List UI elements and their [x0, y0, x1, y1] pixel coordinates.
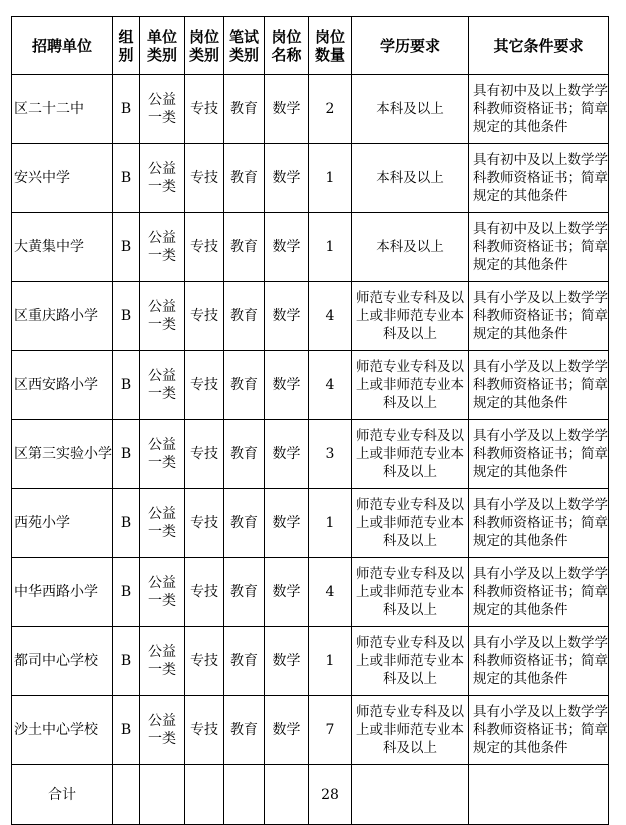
- cell-post-name: 数学: [265, 282, 309, 351]
- header-post-type: 岗位类别: [185, 17, 224, 75]
- cell-group: B: [113, 420, 140, 489]
- cell-education: 师范专业专科及以上或非师范专业本科及以上: [352, 489, 469, 558]
- cell-unit: 区西安路小学: [12, 351, 113, 420]
- total-empty-6: [352, 765, 469, 825]
- cell-post-type: 专技: [185, 282, 224, 351]
- cell-post-type: 专技: [185, 144, 224, 213]
- cell-count: 4: [309, 351, 352, 420]
- cell-group: B: [113, 558, 140, 627]
- table-row: [12, 696, 609, 765]
- cell-count: 3: [309, 420, 352, 489]
- table-row: [12, 75, 609, 144]
- cell-post-name: 数学: [265, 696, 309, 765]
- total-empty-3: [185, 765, 224, 825]
- total-empty-5: [265, 765, 309, 825]
- cell-unit-type: 公益一类: [140, 696, 185, 765]
- cell-unit-type: 公益一类: [140, 627, 185, 696]
- cell-group: B: [113, 351, 140, 420]
- cell-education: 师范专业专科及以上或非师范专业本科及以上: [352, 627, 469, 696]
- recruitment-table: [11, 16, 609, 825]
- cell-count: 7: [309, 696, 352, 765]
- table-row: [12, 627, 609, 696]
- table-row: [12, 489, 609, 558]
- header-unit-type: 单位类别: [140, 17, 185, 75]
- cell-post-type: 专技: [185, 696, 224, 765]
- table-row: [12, 558, 609, 627]
- cell-unit-type: 公益一类: [140, 489, 185, 558]
- header-other: 其它条件要求: [469, 17, 609, 75]
- cell-education: 师范专业专科及以上或非师范专业本科及以上: [352, 420, 469, 489]
- cell-unit: 西苑小学: [12, 489, 113, 558]
- cell-education: 本科及以上: [352, 144, 469, 213]
- cell-post-name: 数学: [265, 489, 309, 558]
- cell-exam-type: 教育: [224, 213, 265, 282]
- header-count: 岗位数量: [309, 17, 352, 75]
- table-row: [12, 420, 609, 489]
- cell-unit: 安兴中学: [12, 144, 113, 213]
- cell-post-name: 数学: [265, 627, 309, 696]
- cell-post-name: 数学: [265, 213, 309, 282]
- cell-post-type: 专技: [185, 75, 224, 144]
- cell-unit-type: 公益一类: [140, 558, 185, 627]
- cell-unit: 中华西路小学: [12, 558, 113, 627]
- cell-count: 1: [309, 213, 352, 282]
- table-row: [12, 144, 609, 213]
- header-exam-type: 笔试类别: [224, 17, 265, 75]
- cell-exam-type: 教育: [224, 489, 265, 558]
- cell-group: B: [113, 213, 140, 282]
- cell-education: 师范专业专科及以上或非师范专业本科及以上: [352, 558, 469, 627]
- cell-unit-type: 公益一类: [140, 75, 185, 144]
- cell-count: 1: [309, 144, 352, 213]
- cell-education: 师范专业专科及以上或非师范专业本科及以上: [352, 351, 469, 420]
- cell-education: 本科及以上: [352, 75, 469, 144]
- cell-post-type: 专技: [185, 213, 224, 282]
- cell-count: 4: [309, 558, 352, 627]
- cell-group: B: [113, 696, 140, 765]
- cell-unit: 沙土中心学校: [12, 696, 113, 765]
- header-education: 学历要求: [352, 17, 469, 75]
- header-unit: 招聘单位: [12, 17, 113, 75]
- cell-unit: 区第三实验小学: [12, 420, 113, 489]
- cell-education: 师范专业专科及以上或非师范专业本科及以上: [352, 696, 469, 765]
- cell-other: 具有小学及以上数学学科教师资格证书；简章规定的其他条件: [469, 696, 609, 765]
- cell-other: 具有小学及以上数学学科教师资格证书；简章规定的其他条件: [469, 558, 609, 627]
- cell-count: 4: [309, 282, 352, 351]
- cell-count: 1: [309, 489, 352, 558]
- cell-unit-type: 公益一类: [140, 213, 185, 282]
- cell-post-name: 数学: [265, 558, 309, 627]
- cell-group: B: [113, 75, 140, 144]
- cell-group: B: [113, 627, 140, 696]
- cell-other: 具有初中及以上数学学科教师资格证书；简章规定的其他条件: [469, 144, 609, 213]
- table-row: [12, 213, 609, 282]
- total-empty-4: [224, 765, 265, 825]
- cell-unit-type: 公益一类: [140, 351, 185, 420]
- cell-exam-type: 教育: [224, 144, 265, 213]
- cell-post-type: 专技: [185, 351, 224, 420]
- total-empty-7: [469, 765, 609, 825]
- cell-post-name: 数学: [265, 75, 309, 144]
- cell-other: 具有小学及以上数学学科教师资格证书；简章规定的其他条件: [469, 489, 609, 558]
- table-row: [12, 351, 609, 420]
- cell-exam-type: 教育: [224, 696, 265, 765]
- total-row: [12, 765, 609, 825]
- cell-unit: 都司中心学校: [12, 627, 113, 696]
- cell-post-type: 专技: [185, 420, 224, 489]
- cell-group: B: [113, 282, 140, 351]
- header-group: 组别: [113, 17, 140, 75]
- header-post-name: 岗位名称: [265, 17, 309, 75]
- cell-unit-type: 公益一类: [140, 420, 185, 489]
- header-row: [12, 17, 609, 75]
- cell-post-type: 专技: [185, 558, 224, 627]
- cell-exam-type: 教育: [224, 75, 265, 144]
- total-count: 28: [309, 765, 352, 825]
- cell-education: 师范专业专科及以上或非师范专业本科及以上: [352, 282, 469, 351]
- cell-other: 具有初中及以上数学学科教师资格证书；简章规定的其他条件: [469, 213, 609, 282]
- cell-group: B: [113, 489, 140, 558]
- cell-other: 具有小学及以上数学学科教师资格证书；简章规定的其他条件: [469, 627, 609, 696]
- cell-other: 具有小学及以上数学学科教师资格证书；简章规定的其他条件: [469, 351, 609, 420]
- cell-exam-type: 教育: [224, 282, 265, 351]
- cell-post-type: 专技: [185, 489, 224, 558]
- total-label: 合计: [12, 765, 113, 825]
- cell-other: 具有小学及以上数学学科教师资格证书；简章规定的其他条件: [469, 282, 609, 351]
- cell-other: 具有初中及以上数学学科教师资格证书；简章规定的其他条件: [469, 75, 609, 144]
- cell-count: 1: [309, 627, 352, 696]
- cell-post-name: 数学: [265, 420, 309, 489]
- cell-exam-type: 教育: [224, 558, 265, 627]
- cell-unit-type: 公益一类: [140, 282, 185, 351]
- cell-exam-type: 教育: [224, 420, 265, 489]
- cell-unit: 大黄集中学: [12, 213, 113, 282]
- cell-unit: 区重庆路小学: [12, 282, 113, 351]
- cell-group: B: [113, 144, 140, 213]
- cell-unit: 区二十二中: [12, 75, 113, 144]
- cell-education: 本科及以上: [352, 213, 469, 282]
- cell-exam-type: 教育: [224, 351, 265, 420]
- cell-post-name: 数学: [265, 351, 309, 420]
- table-row: [12, 282, 609, 351]
- cell-post-name: 数学: [265, 144, 309, 213]
- cell-exam-type: 教育: [224, 627, 265, 696]
- total-empty-2: [140, 765, 185, 825]
- cell-count: 2: [309, 75, 352, 144]
- cell-unit-type: 公益一类: [140, 144, 185, 213]
- total-empty-1: [113, 765, 140, 825]
- cell-post-type: 专技: [185, 627, 224, 696]
- cell-other: 具有小学及以上数学学科教师资格证书；简章规定的其他条件: [469, 420, 609, 489]
